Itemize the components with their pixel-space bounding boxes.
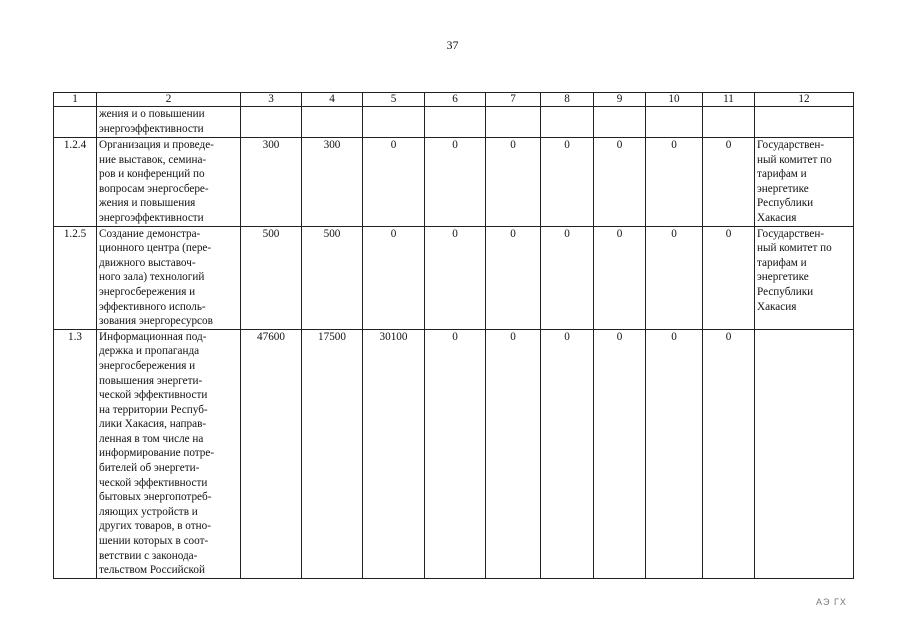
responsible-line: тарифам и — [757, 256, 807, 269]
description-line: жения и о повышении — [99, 108, 205, 120]
description-line: движного выставоч- — [99, 256, 196, 269]
column-header: 7 — [486, 93, 541, 107]
description-line: зования энергоресурсов — [99, 315, 213, 328]
funding-value — [703, 107, 755, 138]
description-line: бителей об энергети- — [99, 462, 200, 475]
description-line: вопросам энергосбере- — [99, 182, 209, 195]
item-number: 1.2.4 — [54, 138, 97, 227]
funding-value: 0 — [594, 138, 646, 227]
item-description — [97, 107, 241, 138]
responsible-executor — [755, 107, 854, 138]
responsible-executor — [755, 138, 854, 227]
description-line: ров и конференций по — [99, 168, 205, 181]
funding-value: 0 — [541, 138, 594, 227]
description-line: энергоэффективности — [99, 122, 204, 135]
funding-value: 0 — [646, 226, 703, 329]
funding-value — [425, 107, 486, 138]
description-line: ленная в том числе на — [99, 432, 204, 445]
responsible-executor — [755, 226, 854, 329]
responsible-line: Государствен- — [757, 139, 825, 151]
description-line: жения и повышения — [99, 197, 196, 210]
funding-value: 0 — [594, 226, 646, 329]
funding-value — [541, 107, 594, 138]
description-line: ционного центра (пере- — [99, 242, 212, 255]
responsible-line: Хакасия — [757, 211, 797, 224]
description-line: ческой эффективности — [99, 389, 208, 402]
column-header: 12 — [755, 93, 854, 107]
responsible-line: ный комитет по — [757, 242, 832, 255]
funding-value: 0 — [425, 329, 486, 578]
description-line: держка и пропаганда — [99, 345, 200, 358]
funding-value: 500 — [302, 226, 363, 329]
funding-value: 0 — [541, 329, 594, 578]
column-header: 9 — [594, 93, 646, 107]
funding-value: 0 — [363, 138, 425, 227]
description-line: эффективного исполь- — [99, 300, 206, 313]
funding-value: 500 — [241, 226, 302, 329]
column-header: 1 — [54, 93, 97, 107]
responsible-line: энергетике — [757, 271, 809, 284]
description-line: шении которых в соот- — [99, 535, 209, 548]
description-line: повышения энергети- — [99, 374, 203, 387]
page-number: 37 — [446, 38, 459, 52]
funding-value — [486, 107, 541, 138]
column-header: 5 — [363, 93, 425, 107]
funding-value: 0 — [363, 226, 425, 329]
description-line: информирование потре- — [99, 447, 215, 460]
description-line: энергоэффективности — [99, 211, 204, 224]
funding-value: 0 — [486, 329, 541, 578]
responsible-line: Республики — [757, 285, 814, 298]
funding-value — [363, 107, 425, 138]
item-number: 1.2.5 — [54, 226, 97, 329]
column-header: 2 — [97, 93, 241, 107]
funding-value: 17500 — [302, 329, 363, 578]
funding-value — [302, 107, 363, 138]
column-header: 6 — [425, 93, 486, 107]
responsible-line: тарифам и — [757, 168, 807, 181]
funding-value: 0 — [646, 329, 703, 578]
funding-value: 0 — [594, 329, 646, 578]
description-line: ние выставок, семина- — [99, 153, 207, 166]
item-description — [97, 138, 241, 227]
description-line: на территории Респуб- — [99, 403, 208, 416]
column-number-row — [54, 93, 854, 107]
responsible-line: Хакасия — [757, 300, 797, 313]
description-line: других товаров, в отно- — [99, 520, 211, 533]
description-line: ветствии с законода- — [99, 549, 198, 562]
funding-value — [241, 107, 302, 138]
table-row — [54, 329, 854, 578]
table-row — [54, 226, 854, 329]
responsible-line: Государствен- — [757, 227, 825, 240]
scan-stamp: AЭ ΓX — [816, 597, 847, 607]
funding-value: 47600 — [241, 329, 302, 578]
column-header: 4 — [302, 93, 363, 107]
description-line: Организация и проведе- — [99, 139, 214, 151]
funding-value: 0 — [703, 138, 755, 227]
funding-value: 0 — [425, 138, 486, 227]
column-header: 10 — [646, 93, 703, 107]
funding-value: 0 — [541, 226, 594, 329]
table-row — [54, 138, 854, 227]
item-number: 1.3 — [54, 329, 97, 578]
table-row — [54, 107, 854, 138]
funding-value — [646, 107, 703, 138]
description-line: ляющих устройств и — [99, 505, 198, 518]
item-description — [97, 226, 241, 329]
responsible-line: энергетике — [757, 182, 809, 195]
description-line: энергосбережения и — [99, 285, 196, 298]
funding-value: 30100 — [363, 329, 425, 578]
funding-value: 300 — [241, 138, 302, 227]
description-line: бытовых энергопотреб- — [99, 491, 212, 504]
funding-value: 0 — [486, 138, 541, 227]
funding-value: 0 — [425, 226, 486, 329]
funding-value: 0 — [646, 138, 703, 227]
description-line: ческой эффективности — [99, 476, 208, 489]
funding-value: 300 — [302, 138, 363, 227]
description-line: тельством Российской — [99, 564, 205, 577]
description-line: Создание демонстра- — [99, 227, 201, 240]
description-line: энергосбережения и — [99, 359, 196, 372]
responsible-line: Республики — [757, 197, 814, 210]
funding-value: 0 — [703, 226, 755, 329]
item-description — [97, 329, 241, 578]
item-number — [54, 107, 97, 138]
funding-value: 0 — [703, 329, 755, 578]
funding-value — [594, 107, 646, 138]
description-line: Информационная под- — [99, 330, 207, 343]
description-line: лики Хакасия, направ- — [99, 418, 207, 431]
column-header: 11 — [703, 93, 755, 107]
funding-value: 0 — [486, 226, 541, 329]
column-header: 3 — [241, 93, 302, 107]
description-line: ного зала) технологий — [99, 271, 205, 284]
responsible-executor — [755, 329, 854, 578]
column-header: 8 — [541, 93, 594, 107]
responsible-line: ный комитет по — [757, 153, 832, 166]
program-table — [53, 92, 854, 579]
